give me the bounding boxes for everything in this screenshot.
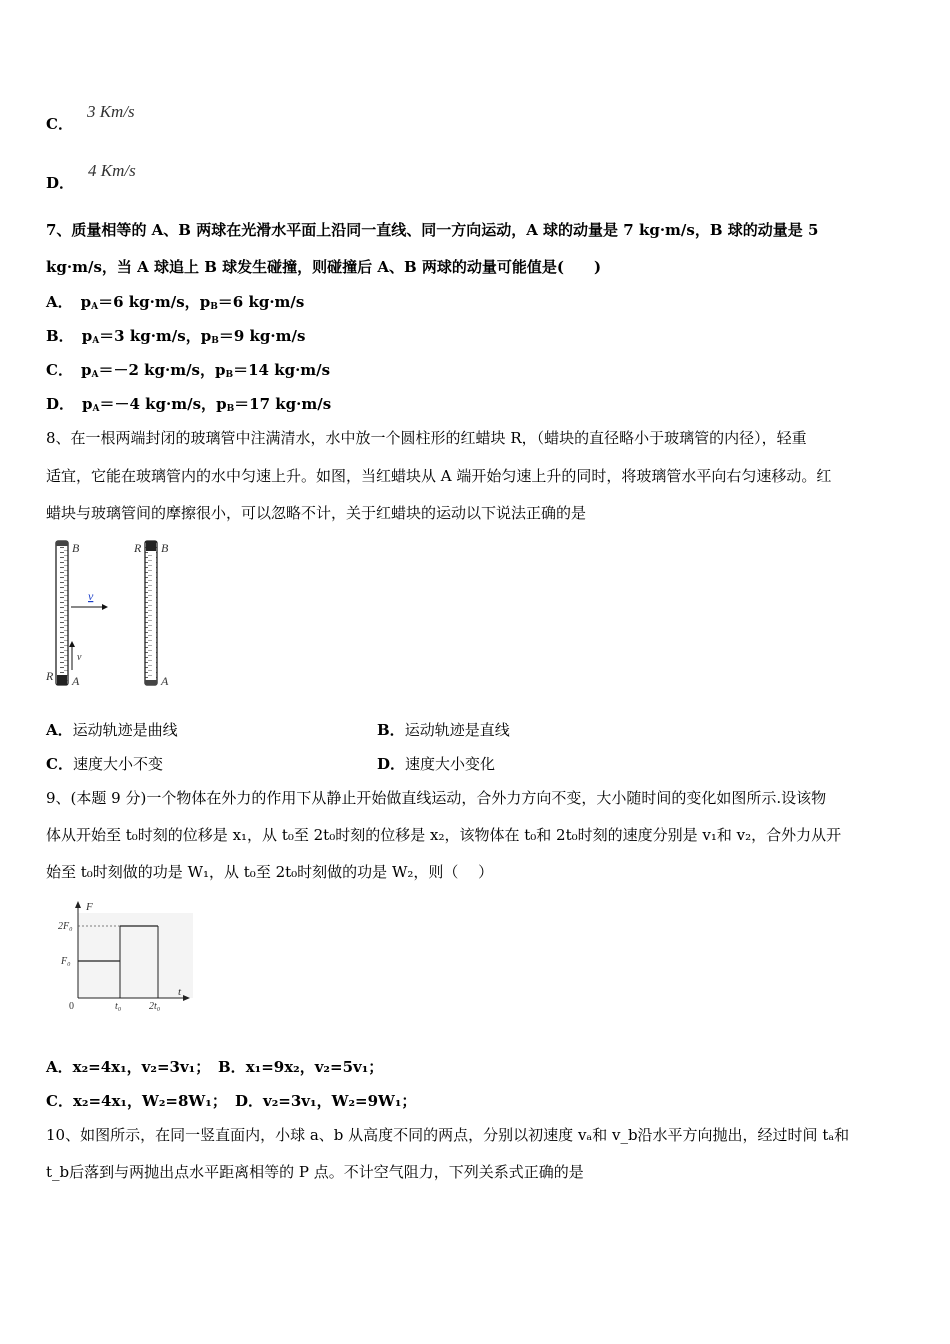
y-axis-label: F bbox=[86, 901, 93, 913]
option-pb: ＝17 kg·m/s bbox=[234, 395, 332, 413]
tick-2t0: 2t₀ bbox=[149, 1001, 161, 1012]
q8-stem-line-2: 适宜，它能在玻璃管内的水中匀速上升。如图，当红蜡块从 A 端开始匀速上升的同时，将玻璃管水平向右匀速移动。红 bbox=[46, 467, 832, 485]
option-label: D． bbox=[377, 755, 406, 773]
label-b: B bbox=[161, 541, 169, 555]
option-label: D． bbox=[46, 395, 75, 413]
label-b: B bbox=[72, 541, 80, 555]
label-r: R bbox=[134, 541, 142, 555]
symbol-p: p bbox=[82, 395, 93, 413]
tick-2f0: 2F₀ bbox=[58, 921, 73, 932]
option-label: B． bbox=[377, 721, 405, 739]
label-a: A bbox=[161, 674, 169, 688]
q8-option-d bbox=[377, 754, 495, 774]
sub-b: B bbox=[226, 404, 235, 414]
q9-stem-line-1: 9、(本题 9 分)一个物体在外力的作用下从静止开始做直线运动，合外力方向不变，大小随时间的变化如图所示.设该物 bbox=[46, 789, 827, 807]
q6-option-d bbox=[46, 161, 136, 193]
q9-option-a bbox=[46, 1057, 210, 1077]
option-label: A． bbox=[46, 721, 73, 739]
sub-b: B bbox=[225, 370, 234, 380]
option-label: B． bbox=[218, 1058, 246, 1076]
symbol-p: p bbox=[215, 361, 226, 379]
q8-option-b bbox=[377, 720, 510, 740]
label-r: R bbox=[46, 669, 54, 683]
option-text: x₁=9x₂，v₂=5v₁； bbox=[245, 1058, 384, 1076]
glass-tube-figure bbox=[40, 535, 180, 695]
q9-option-b bbox=[218, 1057, 383, 1077]
q9-stem-line-3: 始至 t₀时刻做的功是 W₁，从 t₀至 2t₀时刻做的功是 W₂，则（ ） bbox=[46, 863, 494, 881]
q7-option-a bbox=[46, 292, 304, 317]
tick-t0: t₀ bbox=[115, 1001, 122, 1012]
option-pb: ＝6 kg·m/s bbox=[217, 293, 305, 311]
q8-option-a bbox=[46, 720, 178, 740]
symbol-p: p bbox=[80, 293, 92, 311]
option-label: C． bbox=[46, 1092, 73, 1110]
option-label: D． bbox=[46, 174, 75, 192]
q8-stem-line-3: 蜡块与玻璃管间的摩擦很小，可以忽略不计，关于红蜡块的运动以下说法正确的是 bbox=[46, 504, 587, 522]
option-label: C． bbox=[46, 115, 73, 133]
q8-stem-line-1: 8、在一根两端封闭的玻璃管中注满清水，水中放一个圆柱形的红蜡块 R，（蜡块的直径略小于玻璃管的内径），轻重 bbox=[46, 429, 807, 447]
label-a: A bbox=[72, 674, 80, 688]
sub-a: A bbox=[91, 370, 99, 380]
tick-origin: 0 bbox=[69, 1001, 74, 1012]
symbol-p: p bbox=[199, 293, 211, 311]
tick-f0: F₀ bbox=[61, 956, 71, 967]
sub-a: A bbox=[92, 404, 100, 414]
q7-stem-line-1: 7、质量相等的 A、B 两球在光滑水平面上沿同一直线、同一方向运动，A 球的动量是 7 kg·m/s，B 球的动量是 5 bbox=[46, 221, 819, 239]
arrow-head-right bbox=[102, 604, 108, 610]
option-pb: ＝14 kg·m/s bbox=[233, 361, 331, 379]
option-text: 速度大小变化 bbox=[405, 755, 496, 773]
option-label: A． bbox=[46, 1058, 73, 1076]
symbol-p: p bbox=[81, 327, 93, 345]
wax-block bbox=[57, 675, 67, 685]
option-text: v₂=3v₁，W₂=9W₁； bbox=[263, 1092, 417, 1110]
q9-option-d bbox=[235, 1091, 416, 1111]
option-text: 运动轨迹是直线 bbox=[404, 721, 510, 739]
q10-stem-line-2: t_b后落到与两抛出点水平距离相等的 P 点。不计空气阻力，下列关系式正确的是 bbox=[46, 1163, 584, 1181]
label-v-vertical: v bbox=[77, 652, 82, 663]
force-time-graph bbox=[48, 898, 198, 1016]
option-value: 3 Km/s bbox=[86, 102, 135, 121]
option-label: D． bbox=[235, 1092, 264, 1110]
option-pa: ＝6 kg·m/s， bbox=[98, 293, 200, 311]
tube-left bbox=[56, 541, 68, 685]
symbol-p: p bbox=[200, 327, 212, 345]
arrow-head-up bbox=[69, 641, 75, 647]
q7-option-c bbox=[46, 360, 330, 385]
symbol-p: p bbox=[216, 395, 227, 413]
tube-right bbox=[145, 541, 157, 685]
symbol-p: p bbox=[80, 361, 92, 379]
q7-option-b bbox=[46, 326, 305, 351]
sub-b: B bbox=[211, 336, 219, 346]
option-pa: ＝－2 kg·m/s， bbox=[98, 361, 215, 379]
q7-stem-line-2: kg·m/s，当 A 球追上 B 球发生碰撞，则碰撞后 A、B 两球的动量可能值是( ) bbox=[46, 258, 602, 276]
sub-a: A bbox=[92, 336, 100, 346]
option-label: B． bbox=[46, 327, 74, 345]
q6-option-c bbox=[46, 102, 135, 134]
x-axis-label: t bbox=[178, 986, 182, 998]
option-value: 4 Km/s bbox=[88, 161, 136, 180]
q9-stem-line-2: 体从开始至 t₀时刻的位移是 x₁，从 t₀至 2t₀时刻的位移是 x₂，该物体在 t₀和 2t₀时刻的速度分别是 v₁和 v₂，合外力从开 bbox=[46, 826, 842, 844]
option-text: 运动轨迹是曲线 bbox=[72, 721, 178, 739]
option-text: x₂=4x₁，v₂=3v₁； bbox=[72, 1058, 211, 1076]
option-label: C． bbox=[46, 755, 73, 773]
option-pa: ＝－4 kg·m/s， bbox=[99, 395, 217, 413]
option-pb: ＝9 kg·m/s bbox=[218, 327, 306, 345]
q7-option-d bbox=[46, 394, 331, 419]
option-label: A． bbox=[46, 293, 73, 311]
wax-block bbox=[146, 541, 156, 551]
q8-option-c bbox=[46, 754, 163, 774]
label-v-horizontal: v bbox=[88, 589, 94, 603]
q9-option-c bbox=[46, 1091, 227, 1111]
option-text: 速度大小不变 bbox=[72, 755, 163, 773]
sub-a: A bbox=[91, 302, 99, 312]
q10-stem-line-1: 10、如图所示，在同一竖直面内，小球 a、b 从高度不同的两点，分别以初速度 vₐ和 v_b沿水平方向抛出，经过时间 tₐ和 bbox=[46, 1126, 850, 1144]
option-pa: ＝3 kg·m/s， bbox=[99, 327, 201, 345]
sub-b: B bbox=[210, 302, 218, 312]
option-text: x₂=4x₁，W₂=8W₁； bbox=[72, 1092, 227, 1110]
option-label: C． bbox=[46, 361, 73, 379]
